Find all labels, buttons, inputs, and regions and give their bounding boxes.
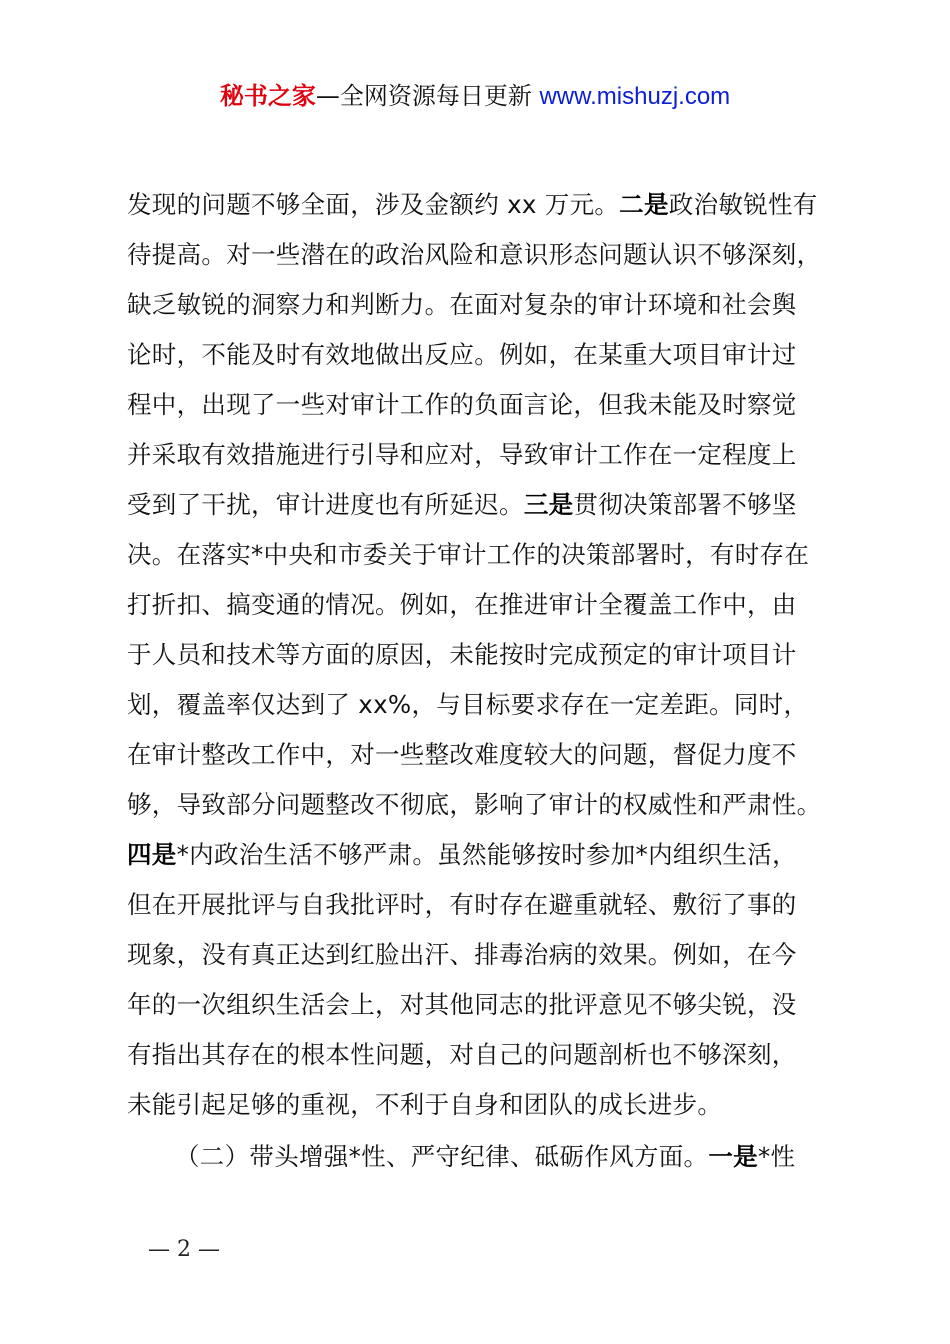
bold-marker: 四是 <box>127 840 177 869</box>
document-body <box>127 180 839 1182</box>
site-banner <box>0 80 950 113</box>
text-line: 于人员和技术等方面的原因，未能按时完成预定的审计项目计 <box>127 640 797 669</box>
site-url-link[interactable]: www.mishuzj.com <box>539 83 731 110</box>
text-line: 划，覆盖率仅达到了 xx%，与目标要求存在一定差距。同时， <box>127 690 809 719</box>
text-line: 程中，出现了一些对审计工作的负面言论，但我未能及时察觉 <box>127 390 797 419</box>
text-line: 发现的问题不够全面，涉及金额约 xx 万元。二是政治敏锐性有 <box>127 190 818 219</box>
text-line: 待提高。对一些潜在的政治风险和意识形态问题认识不够深刻， <box>127 240 822 269</box>
text-line: 打折扣、搞变通的情况。例如，在推进审计全覆盖工作中，由 <box>127 590 797 619</box>
text-line: 现象，没有真正达到红脸出汗、排毒治病的效果。例如，在今 <box>127 940 797 969</box>
text-line: 但在开展批评与自我批评时，有时存在避重就轻、敷衍了事的 <box>127 890 797 919</box>
text-line: 在审计整改工作中，对一些整改难度较大的问题，督促力度不 <box>127 740 797 769</box>
brand-name: 秘书之家 <box>219 82 316 110</box>
text-line: 论时，不能及时有效地做出反应。例如，在某重大项目审计过 <box>127 340 797 369</box>
bold-marker: 三是 <box>523 490 574 519</box>
text-line: 缺乏敏锐的洞察力和判断力。在面对复杂的审计环境和社会舆 <box>127 290 797 319</box>
text-line: 受到了干扰，审计进度也有所延迟。三是贯彻决策部署不够坚 <box>127 490 797 519</box>
text-line: 四是*内政治生活不够严肃。虽然能够按时参加*内组织生活， <box>127 840 797 869</box>
text-line: 够，导致部分问题整改不彻底，影响了审计的权威性和严肃性。 <box>127 790 822 819</box>
text-line: 未能引起足够的重视，不利于自身和团队的成长进步。 <box>127 1090 723 1119</box>
banner-slogan: —全网资源每日更新 <box>315 82 532 110</box>
bold-marker: 一是 <box>708 1142 758 1171</box>
text-line: 有指出其存在的根本性问题，对自己的问题剖析也不够深刻， <box>127 1040 797 1069</box>
text-line: 并采取有效措施进行引导和应对，导致审计工作在一定程度上 <box>127 440 797 469</box>
text-line: 年的一次组织生活会上，对其他同志的批评意见不够尖锐，没 <box>127 990 797 1019</box>
section-heading-line: （二）带头增强*性、严守纪律、砥砺作风方面。一是*性 <box>175 1142 796 1171</box>
page-number: — 2 — <box>148 1237 220 1262</box>
bold-marker: 二是 <box>619 190 669 219</box>
text-line: 决。在落实*中央和市委关于审计工作的决策部署时，有时存在 <box>127 540 810 569</box>
